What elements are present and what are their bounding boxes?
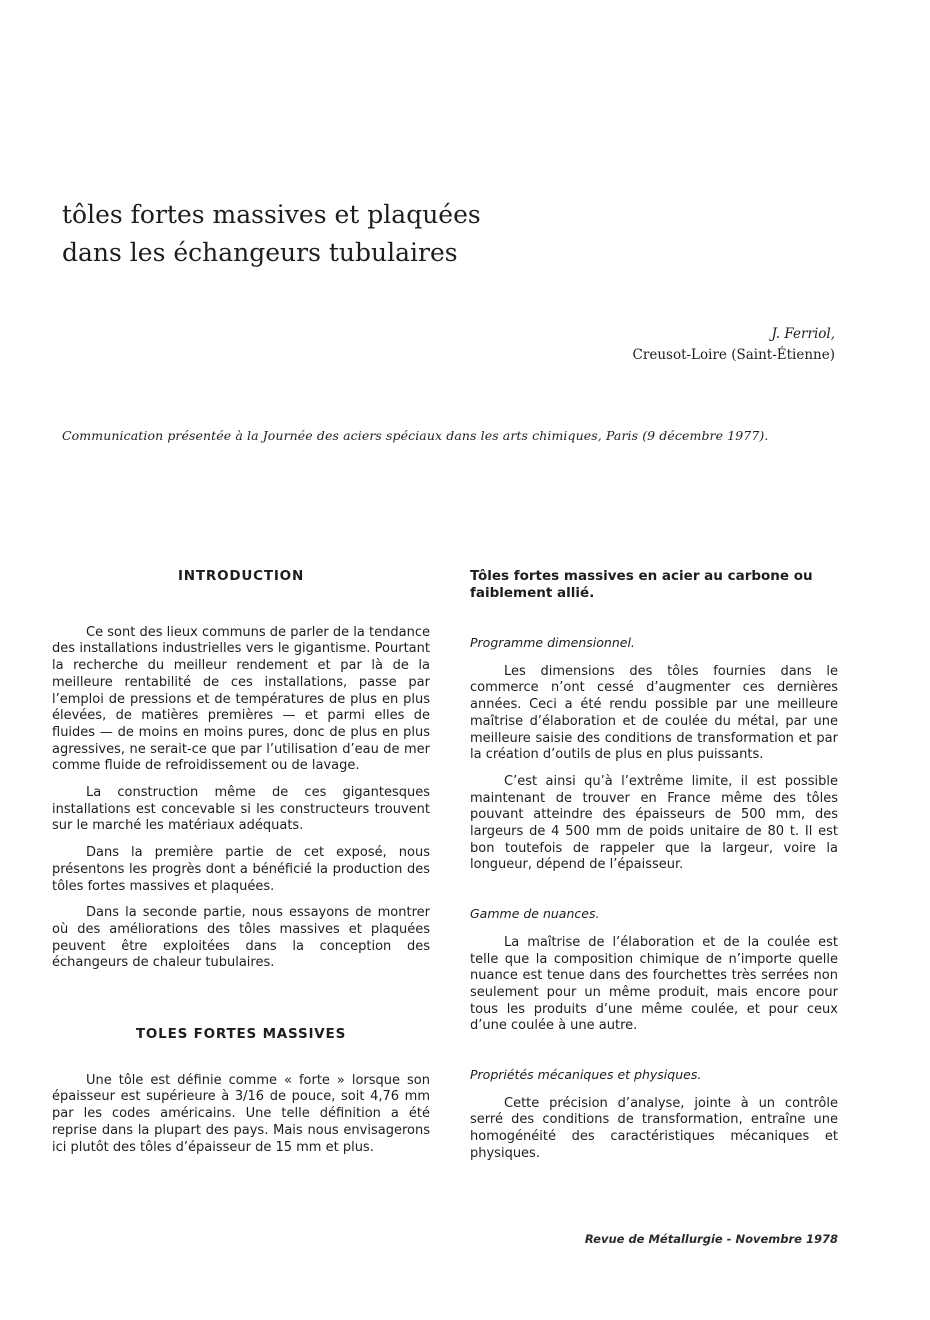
intro-paragraph-2: La construction même de ces gigantesques installations est concevable si les constructeurs trouvent sur le marché les matériaux adéquats.	[52, 785, 430, 834]
introduction-heading: INTRODUCTION	[177, 568, 305, 584]
title-line-1: tôles fortes massives et plaquées	[62, 200, 481, 229]
author-affiliation: Creusot-Loire (Saint-Étienne)	[632, 347, 835, 363]
gamme-paragraph: La maîtrise de l’élaboration et de la coulée est telle que la composition chimique de n’importe quelle nuance est tenue dans des fourchettes très serrées non seulement pour un même produit, mais encore pour tous les produits d’une même coulée, et pour ceux d’une coulée à une autre.	[470, 934, 838, 1034]
gamme-subheading: Gamme de nuances.	[470, 906, 600, 922]
programme-paragraph-1: Les dimensions des tôles fournies dans le commerce n’ont cessé d’augmenter ces dernières années. Ceci a été rendu possible par une meilleure maîtrise d’élaboration et de coulée du métal, par une meilleure saisie des conditions de transformation et par la création d’outils de plus en plus puissants.	[470, 663, 838, 763]
intro-paragraph-1: Ce sont des lieux communs de parler de la tendance des installations industrielles vers le gigantisme. Pourtant la recherche du meilleur rendement et par là de la meilleure rentabilité de ces installations, passe par l’emploi de pressions et de températures de plus en plus élevées, de matières premières — et parmi elles de fluides — de moins en moins pures, donc de plus en plus agressives, ne serait-ce que par l’utilisation d’eau de mer comme fluide de refroidissement ou de lavage.	[52, 624, 430, 774]
intro-paragraph-3: Dans la première partie de cet exposé, nous présentons les progrès dont a bénéficié la production des tôles fortes massives et plaquées.	[52, 845, 430, 894]
proprietes-subheading: Propriétés mécaniques et physiques.	[470, 1067, 702, 1083]
title-line-2: dans les échangeurs tubulaires	[62, 238, 458, 267]
right-column	[470, 568, 838, 1173]
programme-subheading: Programme dimensionnel.	[470, 635, 635, 650]
intro-paragraph-4: Dans la seconde partie, nous essayons de montrer où des améliorations des tôles massives et plaquées peuvent être exploitées dans la conception des échangeurs de chaleur tubulaires.	[52, 905, 430, 971]
article-title	[62, 196, 682, 272]
toles-heading: TOLES FORTES MASSIVES	[135, 1026, 347, 1043]
programme-paragraph-2: C’est ainsi qu’à l’extrême limite, il est possible maintenant de trouver en France même des tôles pouvant atteindre des épaisseurs de 500 mm, des largeurs de 4 500 mm de poids unitaire de 80 t. Il est bon toutefois de rappeler que la largeur, voire la longueur, dépend de l’épaisseur.	[470, 773, 838, 873]
author-name: J. Ferriol,	[771, 326, 835, 342]
carbon-steel-heading: Tôles fortes massives en acier au carbone ou faiblement allié.	[470, 568, 813, 601]
proprietes-paragraph: Cette précision d’analyse, jointe à un contrôle serré des conditions de transformation, entraîne une homogénéité des caractéristiques mécaniques et physiques.	[470, 1095, 838, 1161]
journal-footer: Revue de Métallurgie - Novembre 1978	[584, 1232, 838, 1246]
author-block	[633, 324, 835, 366]
communication-note: Communication présentée à la Journée des aciers spéciaux dans les arts chimiques, Paris (9 décembre 1977).	[62, 428, 769, 443]
toles-paragraph: Une tôle est définie comme « forte » lorsque son épaisseur est supérieure à 3/16 de pouce, soit 4,76 mm par les codes américains. Une telle définition a été reprise dans la plupart des pays. Mais nous envisagerons ici plutôt des tôles d’épaisseur de 15 mm et plus.	[52, 1072, 430, 1155]
left-column	[52, 568, 430, 1166]
